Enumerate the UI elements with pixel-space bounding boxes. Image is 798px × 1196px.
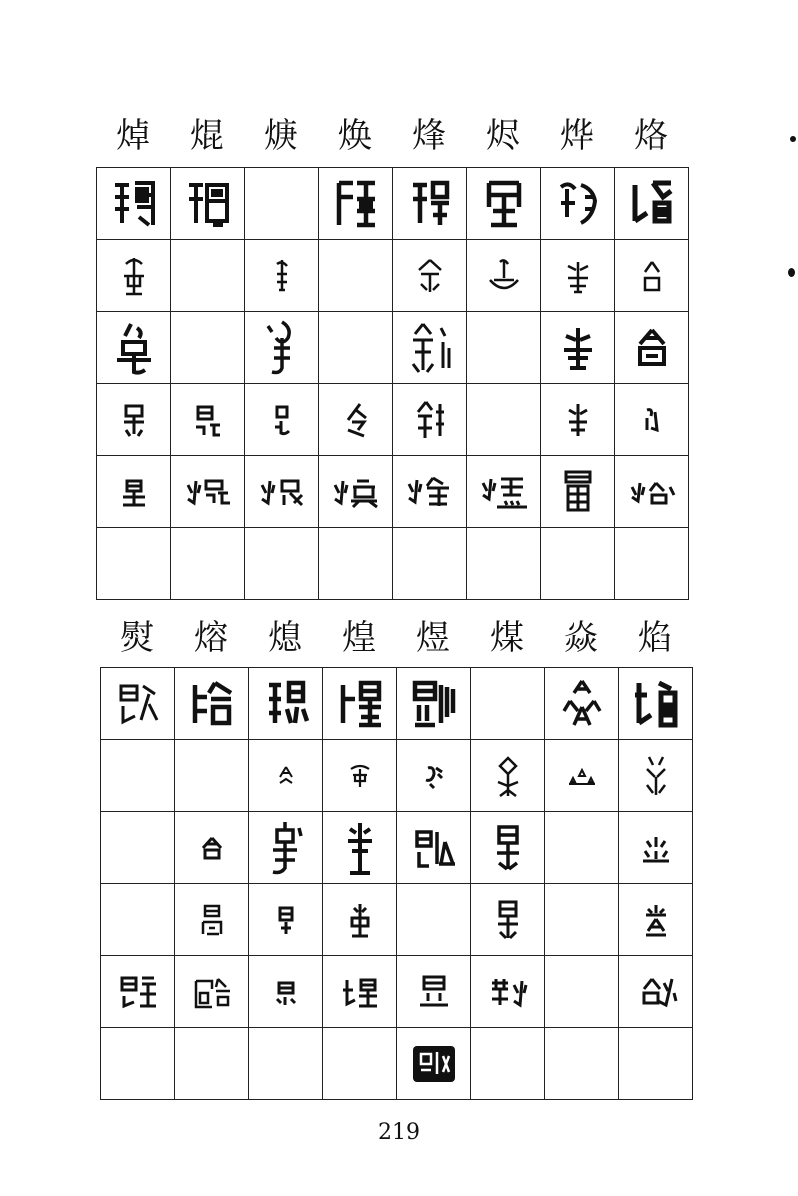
glyph-cell [249,1028,323,1100]
header-char: 烽 [412,116,446,156]
oracle-glyph-icon [114,254,154,298]
glyph-cell [245,312,319,384]
grid-row [97,168,689,240]
glyph-cell [467,312,541,384]
header-char: 焿 [264,116,298,156]
seal-glyph-icon [405,177,455,231]
script-glyph-icon [410,396,450,444]
clerical-glyph-icon [626,477,678,507]
glyph-cell [619,884,693,956]
glyph-cell [101,956,175,1028]
script-glyph-icon [346,900,374,940]
glyph-cell [249,812,323,884]
glyph-cell [175,956,249,1028]
glyph-cell [541,168,615,240]
seal-glyph-icon [335,677,385,731]
glyph-cell [619,812,693,884]
script-glyph-icon [197,900,227,940]
glyph-cell [97,240,171,312]
glyph-cell [249,740,323,812]
oracle-glyph-icon [484,256,524,296]
oracle-glyph-icon [420,762,448,790]
glyph-cell [619,1028,693,1100]
glyph-cell [245,168,319,240]
scan-mark [790,136,796,142]
glyph-cell [393,528,467,600]
header-char: 焰 [638,618,672,658]
glyph-cell [393,456,467,528]
glyph-cell [615,456,689,528]
glyph-cell [619,956,693,1028]
oracle-glyph-icon [413,256,447,296]
glyph-cell [101,740,175,812]
grid-row [101,740,693,812]
glyph-cell [101,812,175,884]
glyph-cell [97,384,171,456]
glyph-cell [467,528,541,600]
header-char: 熄 [268,618,302,658]
bronze-glyph-icon [405,318,455,378]
glyph-cell [171,456,245,528]
seal-glyph-icon [479,177,529,231]
glyph-cell [101,884,175,956]
seal-glyph-icon [560,677,604,731]
grid-row [97,240,689,312]
glyph-cell [545,812,619,884]
grid-row [101,812,693,884]
top-glyph-grid [96,167,689,600]
clerical-glyph-icon [182,475,234,509]
glyph-cell [319,384,393,456]
glyph-cell [245,456,319,528]
glyph-cell [615,240,689,312]
glyph-cell [467,456,541,528]
script-glyph-icon [640,901,672,939]
glyph-cell [619,668,693,740]
glyph-cell [245,528,319,600]
grid-row [97,528,689,600]
top-header-row [96,108,688,164]
glyph-cell [545,956,619,1028]
glyph-cell [97,528,171,600]
grid-row [97,384,689,456]
glyph-cell [175,1028,249,1100]
bronze-glyph-icon [558,324,598,372]
oracle-glyph-icon [560,256,596,296]
header-char: 煤 [490,618,524,658]
glyph-cell [319,456,393,528]
clerical-glyph-icon [117,475,151,509]
bronze-glyph-icon [632,326,672,370]
glyph-cell [397,812,471,884]
glyph-cell [545,1028,619,1100]
oracle-glyph-icon [492,752,524,800]
glyph-cell [393,384,467,456]
script-glyph-icon [116,400,152,440]
glyph-cell [397,884,471,956]
glyph-cell [471,1028,545,1100]
glyph-cell [319,240,393,312]
glyph-cell [541,528,615,600]
glyph-cell [249,884,323,956]
glyph-cell [615,168,689,240]
bottom-header-row [100,610,692,666]
glyph-cell [397,1028,471,1100]
script-glyph-icon [492,898,524,942]
glyph-cell [471,956,545,1028]
grid-row [97,312,689,384]
grid-row [101,1028,693,1100]
header-char: 熨 [120,618,154,658]
glyph-cell [545,884,619,956]
seal-glyph-icon [553,177,603,231]
glyph-cell [467,240,541,312]
glyph-cell [245,384,319,456]
bronze-glyph-icon [109,320,159,376]
oracle-glyph-icon [637,258,667,294]
glyph-cell [249,956,323,1028]
glyph-cell [397,956,471,1028]
clerical-glyph-icon [116,972,160,1012]
glyph-cell [171,168,245,240]
header-char: 焱 [564,618,598,658]
clerical-glyph-icon [477,473,531,511]
clerical-glyph-icon [329,475,383,509]
header-char: 焕 [338,116,372,156]
glyph-cell [467,168,541,240]
glyph-cell [615,312,689,384]
glyph-cell [171,240,245,312]
glyph-cell [615,384,689,456]
header-char: 煜 [416,618,450,658]
seal-stamp-icon [409,1042,459,1086]
page-number: 219 [378,1120,420,1145]
header-char: 焜 [190,116,224,156]
header-char: 煌 [342,618,376,658]
glyph-cell [97,456,171,528]
seal-glyph-icon [631,677,681,731]
header-char: 焯 [116,116,150,156]
glyph-cell [175,812,249,884]
seal-glyph-icon [187,677,237,731]
glyph-cell [467,384,541,456]
glyph-cell [393,168,467,240]
glyph-cell [323,740,397,812]
oracle-glyph-icon [567,766,597,786]
clerical-glyph-icon [339,974,381,1010]
glyph-cell [545,668,619,740]
glyph-cell [541,456,615,528]
clerical-glyph-icon [271,977,301,1007]
glyph-cell [175,884,249,956]
glyph-cell [471,812,545,884]
oracle-glyph-icon [639,753,673,799]
glyph-cell [397,668,471,740]
glyph-cell [471,884,545,956]
glyph-cell [471,668,545,740]
seal-glyph-icon [115,680,161,728]
glyph-cell [615,528,689,600]
glyph-cell [471,740,545,812]
oracle-glyph-icon [274,763,298,789]
glyph-cell [97,168,171,240]
header-char: 烬 [486,116,520,156]
script-glyph-icon [561,400,595,440]
glyph-cell [175,668,249,740]
glyph-cell [323,812,397,884]
glyph-cell [619,740,693,812]
seal-glyph-icon [331,177,381,231]
seal-glyph-icon [183,177,233,231]
header-char: 烨 [560,116,594,156]
grid-row [101,884,693,956]
glyph-cell [97,312,171,384]
grid-row [101,668,693,740]
glyph-cell [171,528,245,600]
glyph-cell [319,528,393,600]
glyph-cell [319,168,393,240]
script-glyph-icon [190,401,226,439]
seal-glyph-icon [627,177,677,231]
grid-row [97,456,689,528]
glyph-cell [397,740,471,812]
seal-glyph-icon [261,677,311,731]
clerical-glyph-icon [256,475,308,509]
header-char: 烙 [634,116,668,156]
bronze-glyph-icon [342,819,378,877]
bronze-glyph-icon [639,833,673,863]
oracle-glyph-icon [267,256,297,296]
glyph-cell [171,384,245,456]
glyph-cell [541,240,615,312]
glyph-cell [323,884,397,956]
clerical-glyph-icon [190,973,234,1011]
grid-row [101,956,693,1028]
clerical-glyph-icon [403,474,457,510]
seal-glyph-icon [109,177,159,231]
glyph-cell [323,668,397,740]
glyph-cell [541,384,615,456]
clerical-glyph-icon [414,973,454,1011]
oracle-glyph-icon [345,761,375,791]
bronze-glyph-icon [262,318,302,378]
glyph-cell [101,1028,175,1100]
glyph-cell [249,668,323,740]
clerical-glyph-icon [558,468,598,516]
bronze-glyph-icon [411,824,457,872]
bronze-glyph-icon [265,818,307,878]
clerical-glyph-icon [634,973,678,1011]
glyph-cell [393,240,467,312]
seal-glyph-icon [409,677,459,731]
glyph-cell [323,956,397,1028]
glyph-cell [541,312,615,384]
glyph-cell [175,740,249,812]
script-glyph-icon [267,401,297,439]
glyph-cell [323,1028,397,1100]
script-glyph-icon [639,404,665,436]
script-glyph-icon [273,902,299,938]
bottom-glyph-grid [100,667,693,1100]
script-glyph-icon [338,400,374,440]
bronze-glyph-icon [491,823,525,873]
glyph-cell [171,312,245,384]
header-char: 熔 [194,618,228,658]
glyph-cell [245,240,319,312]
glyph-cell [545,740,619,812]
clerical-glyph-icon [486,975,530,1009]
glyph-cell [393,312,467,384]
bronze-glyph-icon [197,834,227,862]
scan-mark [788,268,795,277]
glyph-cell [101,668,175,740]
glyph-cell [319,312,393,384]
